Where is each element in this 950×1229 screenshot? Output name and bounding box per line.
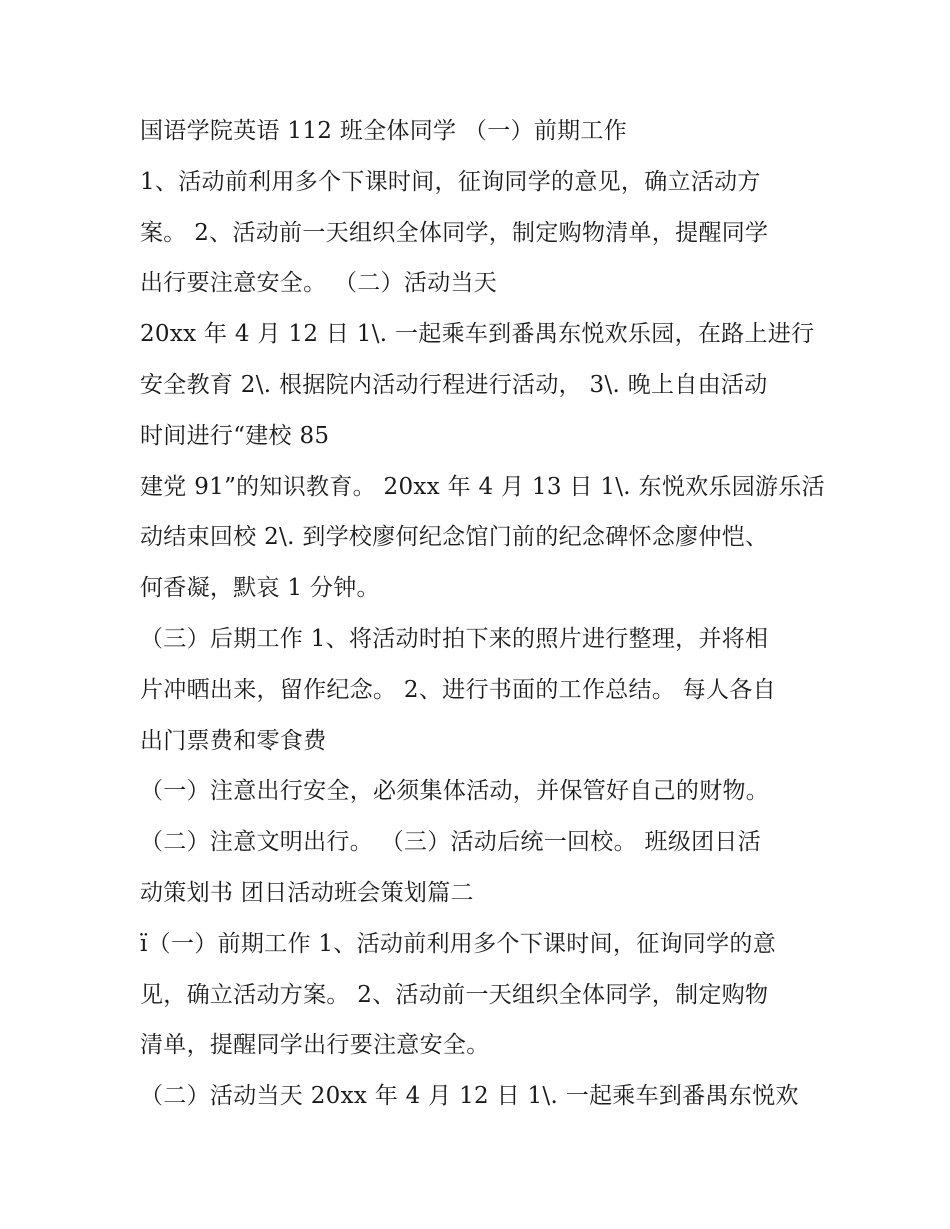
text-line: 出门票费和零食费 [140,727,327,754]
text-line: ï（一）前期工作 1、活动前利用多个下课时间，征询同学的意 [140,930,776,957]
text-line: 见，确立活动方案。 2、活动前一天组织全体同学，制定购物 [140,981,769,1008]
text-line: 动结束回校 2\. 到学校廖何纪念馆门前的纪念碑怀念廖仲恺、 [140,524,769,551]
document-body [140,106,825,1122]
text-line: （三）后期工作 1、将活动时拍下来的照片进行整理，并将相 [140,625,769,652]
text-line: （二）注意文明出行。 （三）活动后统一回校。 班级团日活 [140,829,762,856]
text-line: （一）注意出行安全，必须集体活动，并保管好自己的财物。 [140,778,770,805]
text-line: 建党 91”的知识教育。 20xx 年 4 月 13 日 1\. 东悦欢乐园游乐活 [140,473,825,500]
text-line: 20xx 年 4 月 12 日 1\. 一起乘车到番禺东悦欢乐园，在路上进行 [140,321,815,348]
text-line: 安全教育 2\. 根据院内活动行程进行活动， 3\. 晚上自由活动 [140,371,768,398]
text-line: 何香凝，默哀 1 分钟。 [140,575,380,602]
text-line: 1、活动前利用多个下课时间，征询同学的意见，确立活动方 [140,168,761,195]
text-line: 案。 2、活动前一天组织全体同学，制定购物清单，提醒同学 [140,219,769,246]
text-line: （二）活动当天 20xx 年 4 月 12 日 1\. 一起乘车到番禺东悦欢 [140,1083,799,1110]
text-line: 国语学院英语 112 班全体同学 （一）前期工作 [140,118,628,144]
text-line: 动策划书 团日活动班会策划篇二 [140,879,474,906]
text-line: 清单，提醒同学出行要注意安全。 [140,1032,490,1059]
text-line: 出行要注意安全。 （二）活动当天 [140,270,498,297]
text-line: 时间进行“建校 85 [140,422,330,449]
text-line: 片冲晒出来，留作纪念。 2、进行书面的工作总结。 每人各自 [140,676,776,703]
